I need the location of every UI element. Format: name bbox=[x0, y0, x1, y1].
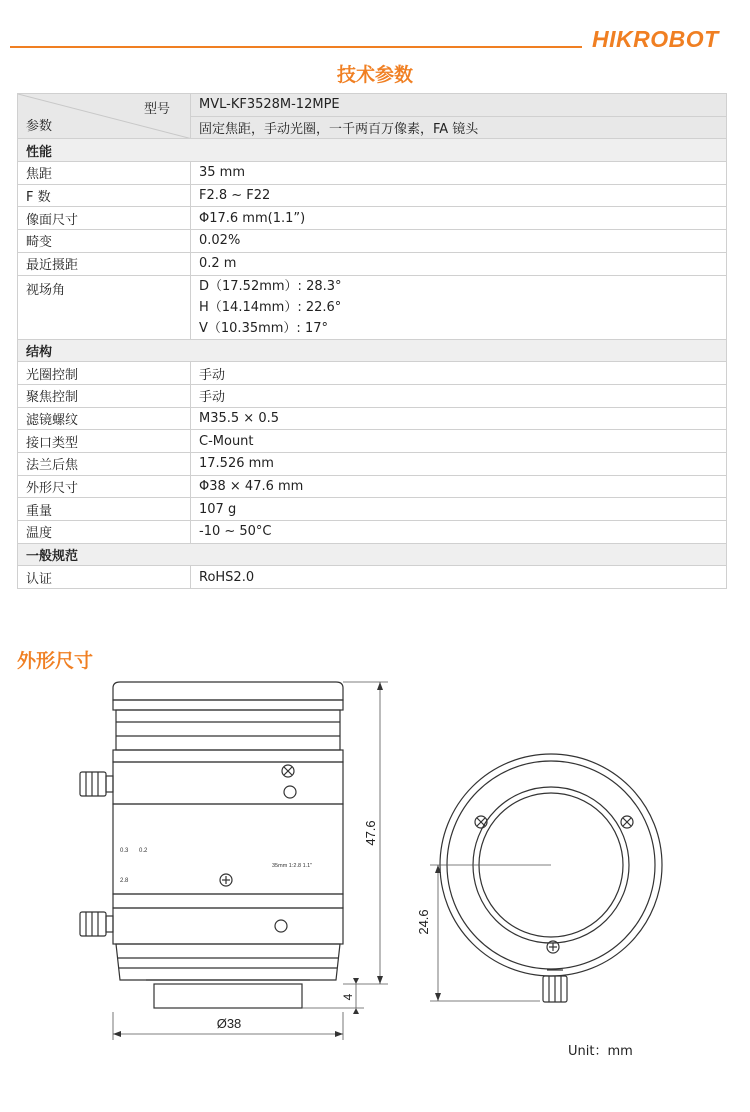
scale-mark-c: 2.8 bbox=[120, 878, 129, 884]
row-value: M35.5 × 0.5 bbox=[191, 407, 727, 430]
table-row bbox=[18, 475, 727, 498]
row-label: 重量 bbox=[18, 498, 191, 521]
table-row bbox=[18, 407, 727, 430]
group-row-performance bbox=[18, 139, 727, 162]
row-label: 焦距 bbox=[18, 162, 191, 185]
row-label: 聚焦控制 bbox=[18, 384, 191, 407]
table-row bbox=[18, 230, 727, 253]
lens-band-2 bbox=[113, 894, 343, 908]
row-value: RoHS2.0 bbox=[191, 566, 727, 589]
group-label: 性能 bbox=[18, 139, 727, 162]
row-label: 外形尺寸 bbox=[18, 475, 191, 498]
row-value: F2.8 ~ F22 bbox=[191, 184, 727, 207]
row-value: 0.2 m bbox=[191, 252, 727, 275]
table-row bbox=[18, 162, 727, 185]
table-row bbox=[18, 566, 727, 589]
lens-ring bbox=[113, 700, 343, 710]
unit-label: Unit：mm bbox=[568, 1044, 633, 1059]
table-row bbox=[18, 452, 727, 475]
scale-mark-a: 0.3 bbox=[120, 848, 129, 854]
row-value: Φ17.6 mm(1.1”) bbox=[191, 207, 727, 230]
dim-flange-label: 4 bbox=[341, 993, 355, 1001]
param-value: 固定焦距，手动光圈，一千两百万像素，FA 镜头 bbox=[191, 116, 727, 139]
row-label: 视场角 bbox=[18, 275, 191, 339]
row-value: 0.02% bbox=[191, 230, 727, 253]
row-label: 最近摄距 bbox=[18, 252, 191, 275]
table-row bbox=[18, 252, 727, 275]
diagonal-header-cell bbox=[18, 94, 191, 139]
c-mount-thread bbox=[154, 984, 302, 1008]
lens-marking-text: 35mm 1:2.8 1.1" bbox=[272, 863, 313, 869]
fov-vertical: V（10.35mm）: 17° bbox=[199, 320, 328, 336]
row-value: C-Mount bbox=[191, 430, 727, 453]
dimension-drawing bbox=[0, 670, 750, 1110]
dim-diameter-label: Ø38 bbox=[216, 1016, 242, 1031]
section-title-specs: 技术参数 bbox=[336, 64, 413, 86]
group-row-structure bbox=[18, 339, 727, 362]
row-label: 像面尺寸 bbox=[18, 207, 191, 230]
fov-horizontal: H（14.14mm）: 22.6° bbox=[199, 299, 342, 315]
lens-barrel-upper bbox=[116, 710, 340, 750]
table-row-fov bbox=[18, 275, 727, 339]
table-row bbox=[18, 521, 727, 544]
group-row-general bbox=[18, 543, 727, 566]
section-title-dimensions: 外形尺寸 bbox=[17, 650, 94, 672]
table-row bbox=[18, 207, 727, 230]
fov-diagonal: D（17.52mm）: 28.3° bbox=[199, 278, 342, 294]
table-row bbox=[18, 362, 727, 385]
row-label: 畸变 bbox=[18, 230, 191, 253]
lens-front-cap bbox=[113, 682, 343, 700]
table-row bbox=[18, 430, 727, 453]
row-value: 手动 bbox=[191, 362, 727, 385]
lens-rear-taper bbox=[116, 944, 340, 980]
model-value: MVL-KF3528M-12MPE bbox=[191, 94, 727, 117]
header-rule bbox=[10, 46, 582, 48]
lens-band-1 bbox=[113, 750, 343, 762]
row-value: 手动 bbox=[191, 384, 727, 407]
row-value: 107 g bbox=[191, 498, 727, 521]
row-label: 法兰后焦 bbox=[18, 452, 191, 475]
param-label: 参数 bbox=[26, 119, 53, 135]
iris-lock-screw bbox=[80, 772, 106, 796]
row-label: 滤镜螺纹 bbox=[18, 407, 191, 430]
table-row bbox=[18, 498, 727, 521]
row-label: F 数 bbox=[18, 184, 191, 207]
row-label: 认证 bbox=[18, 566, 191, 589]
dim-length-label: 47.6 bbox=[363, 820, 378, 846]
brand-logo: HIKROBOT bbox=[592, 26, 719, 52]
lens-focus-ring bbox=[113, 908, 343, 944]
row-label: 温度 bbox=[18, 521, 191, 544]
row-label: 光圈控制 bbox=[18, 362, 191, 385]
row-value-multiline bbox=[191, 275, 727, 339]
row-value: 17.526 mm bbox=[191, 452, 727, 475]
row-value: -10 ~ 50°C bbox=[191, 521, 727, 544]
spec-table bbox=[17, 93, 727, 589]
model-label: 型号 bbox=[143, 102, 170, 117]
group-label: 一般规范 bbox=[18, 543, 727, 566]
row-value: 35 mm bbox=[191, 162, 727, 185]
table-row bbox=[18, 184, 727, 207]
scale-mark-b: 0.2 bbox=[139, 848, 148, 854]
table-row bbox=[18, 384, 727, 407]
group-label: 结构 bbox=[18, 339, 727, 362]
focus-lock-screw bbox=[80, 912, 106, 936]
row-label: 接口类型 bbox=[18, 430, 191, 453]
table-row-model bbox=[18, 94, 727, 117]
lens-iris-ring bbox=[113, 762, 343, 804]
dim-height-label: 24.6 bbox=[416, 909, 431, 935]
row-value: Φ38 × 47.6 mm bbox=[191, 475, 727, 498]
